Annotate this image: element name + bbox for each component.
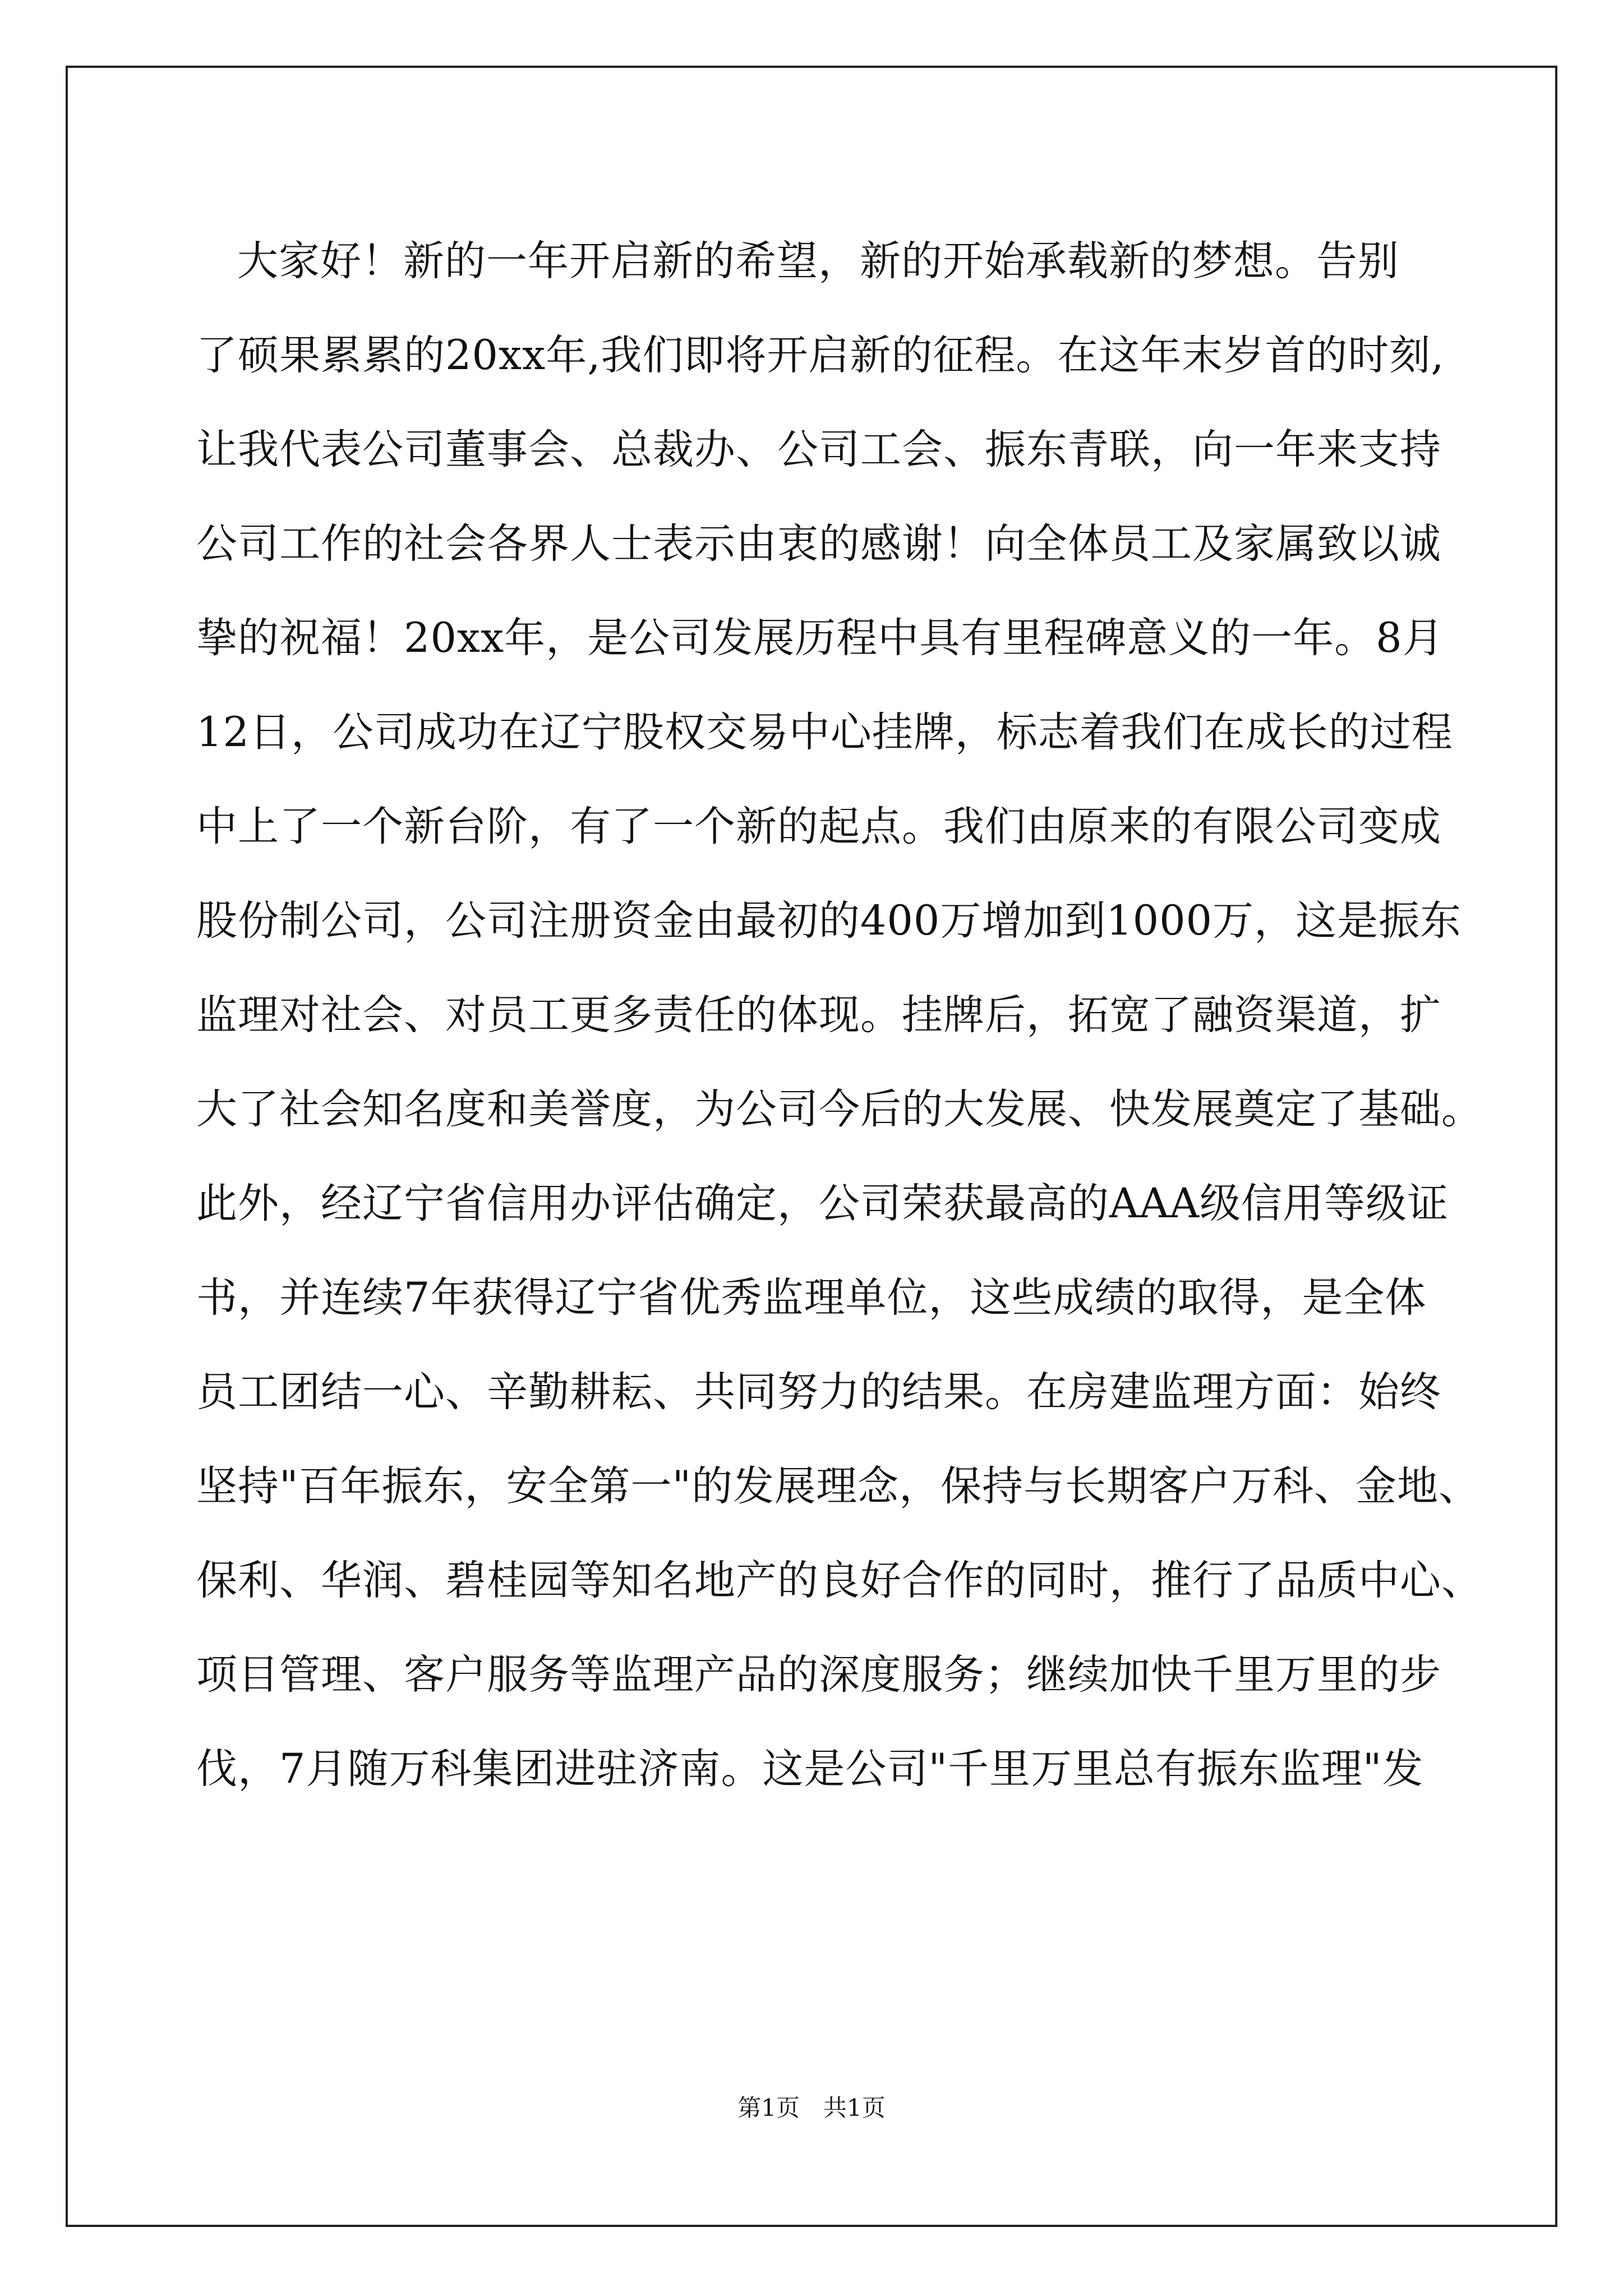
page-number-footer: 第1页 共1页 <box>737 2094 886 2122</box>
body-line-7: 中上了一个新台阶，有了一个新的起点。我们由原来的有限公司变成 <box>196 803 1441 850</box>
body-line-15: 保利、华润、碧桂园等知名地产的良好合作的同时，推行了品质中心、 <box>196 1557 1483 1604</box>
body-line-8: 股份制公司，公司注册资金由最初的400万增加到1000万，这是振东 <box>196 897 1462 945</box>
body-line-17: 伐，7月随万科集团进驻济南。这是公司"千里万里总有振东监理"发 <box>196 1745 1424 1793</box>
body-line-13: 员工团结一心、辛勤耕耘、共同努力的结果。在房建监理方面：始终 <box>196 1368 1441 1416</box>
body-line-16: 项目管理、客户服务等监理产品的深度服务；继续加快千里万里的步 <box>196 1651 1441 1699</box>
body-line-14: 坚持"百年振东，安全第一"的发展理念，保持与长期客户万科、金地、 <box>196 1462 1481 1510</box>
body-line-11: 此外，经辽宁省信用办评估确定，公司荣获最高的AAA级信用等级证 <box>196 1180 1449 1227</box>
body-line-4: 公司工作的社会各界人士表示由衷的感谢！向全体员工及家属致以诚 <box>196 520 1441 568</box>
body-line-12: 书，并连续7年获得辽宁省优秀监理单位，这些成绩的取得，是全体 <box>196 1274 1427 1322</box>
body-line-3: 让我代表公司董事会、总裁办、公司工会、振东青联，向一年来支持 <box>196 426 1441 473</box>
body-line-2: 了硕果累累的20xx年,我们即将开启新的征程。在这年末岁首的时刻, <box>196 332 1445 379</box>
body-line-10: 大了社会知名度和美誉度，为公司今后的大发展、快发展奠定了基础。 <box>196 1085 1483 1133</box>
body-line-5: 挚的祝福！20xx年，是公司发展历程中具有里程碑意义的一年。8月 <box>196 614 1444 662</box>
body-line-6: 12日，公司成功在辽宁股权交易中心挂牌，标志着我们在成长的过程 <box>196 708 1453 756</box>
body-line-1: 大家好！新的一年开启新的希望，新的开始承载新的梦想。告别 <box>237 237 1399 285</box>
body-text <box>196 214 1483 1816</box>
body-line-9: 监理对社会、对员工更多责任的体现。挂牌后，拓宽了融资渠道，扩 <box>196 991 1441 1039</box>
